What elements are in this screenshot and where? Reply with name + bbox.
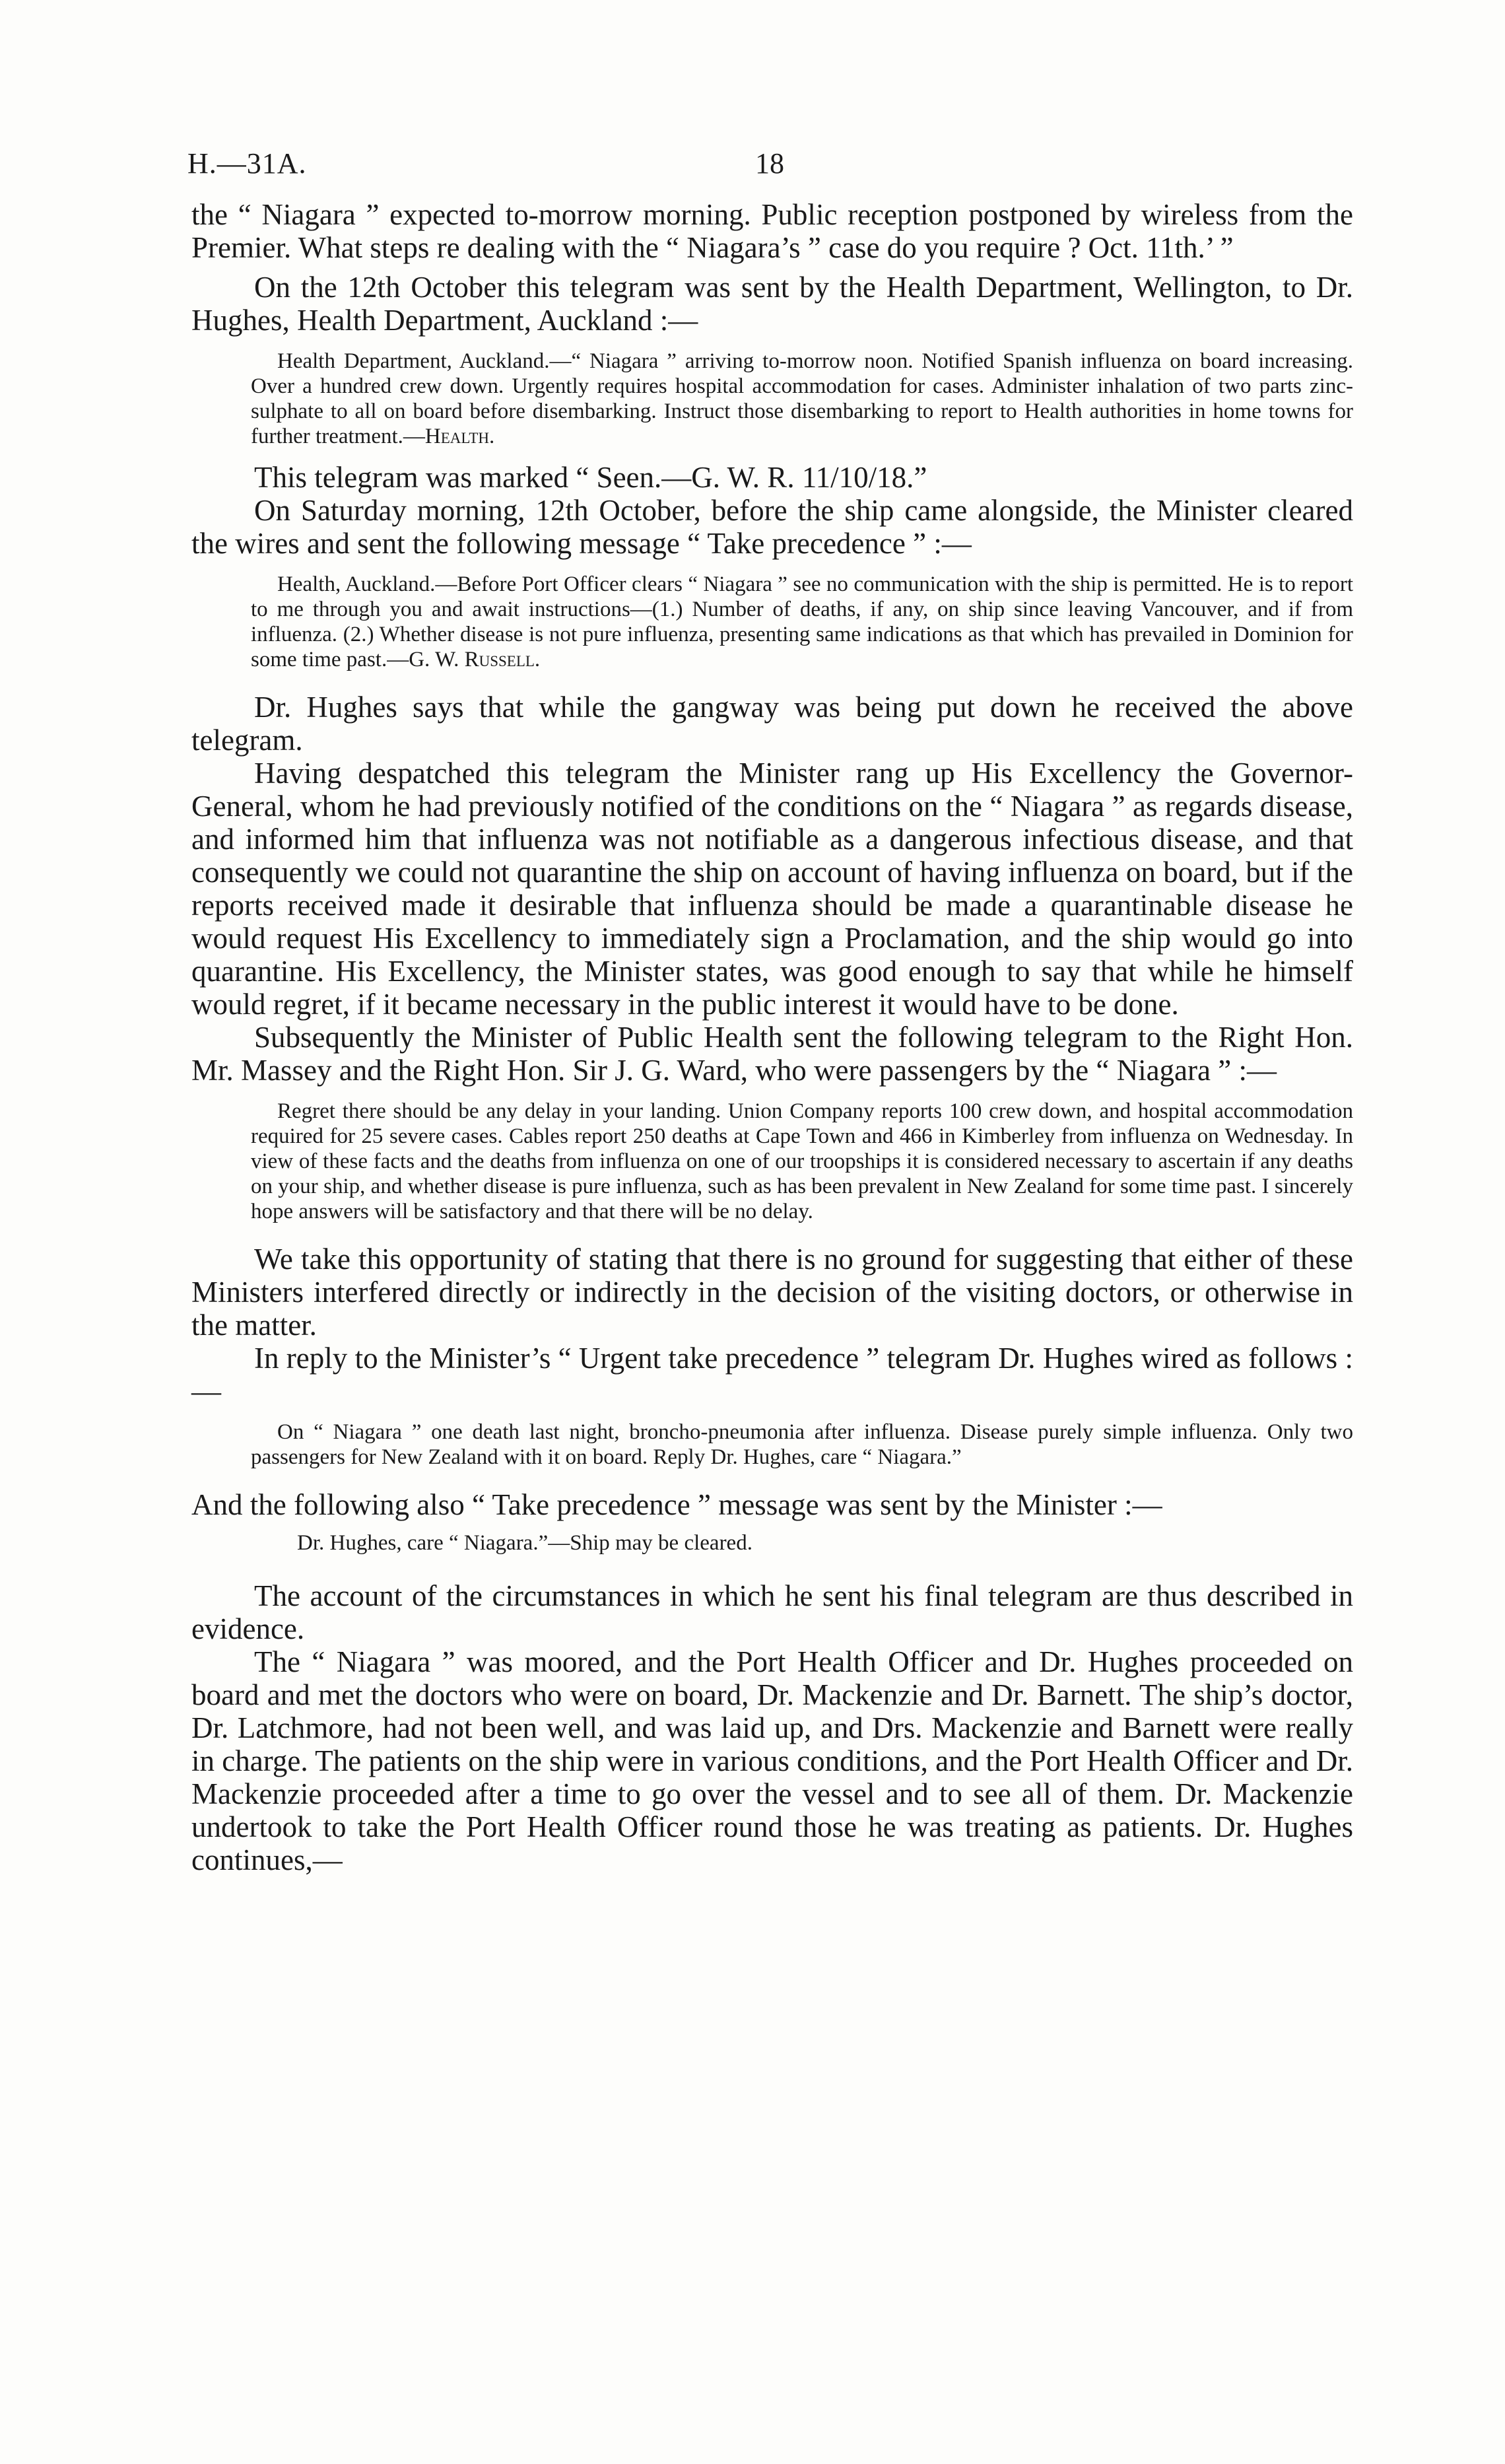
paragraph-reply: In reply to the Minister’s “ Urgent take precedence ” telegram Dr. Hughes wired as follows :— <box>191 1342 1353 1408</box>
document-body <box>191 198 1353 1876</box>
telegram-health-department <box>251 349 1353 449</box>
page-number: 18 <box>755 147 784 180</box>
paragraph-saturday-morning: On Saturday morning, 12th October, before the ship came alongside, the Minister cleared the wires and sent the following message “ Take precedence ” :— <box>191 494 1353 560</box>
paragraph-continuation: the “ Niagara ” expected to-morrow morning. Public reception postponed by wireless from the Premier. What steps re dealing with the “ Niagara’s ” case do you require ? Oct. 11th.’ ” <box>191 198 1353 264</box>
telegram-text: Health Department, Auckland.—“ Niagara ” arriving to-morrow noon. Notified Spanish influenza on board increasing. Over a hundred crew down. Urgently requires hospital accommodation for cases. Administer inhalation of two parts zinc-sulphate to all on board before disembarking. Instruct those disembarking to report to Health authorities in home towns for further treatment.— <box>251 349 1353 448</box>
paragraph-telegram-intro: On the 12th October this telegram was sent by the Health Department, Wellington, to Dr. Hughes, Health Department, Auckland :— <box>191 271 1353 337</box>
telegram-text: Health, Auckland.—Before Port Officer clears “ Niagara ” see no communication with the ship is permitted. He is to report to me through you and await instructions—(1.) Number of deaths, if any, on ship since leaving Vancouver, and if from influenza. (2.) Whether disease is not pure influenza, presenting same indications as that which has prevailed in Dominion for some time past.—G. W. <box>251 572 1353 671</box>
document-id: H.—31A. <box>187 147 307 180</box>
paragraph-gangway: Dr. Hughes says that while the gangway was being put down he received the above telegram. <box>191 691 1353 757</box>
telegram-signature: Health. <box>424 425 495 448</box>
paragraph-subsequently: Subsequently the Minister of Public Health sent the following telegram to the Right Hon. Mr. Massey and the Right Hon. Sir J. G. Ward, who were passengers by the “ Niagara ” :— <box>191 1021 1353 1087</box>
paragraph-account: The account of the circumstances in which he sent his final telegram are thus described in evidence. <box>191 1579 1353 1645</box>
telegram-to-ministers: Regret there should be any delay in your landing. Union Company reports 100 crew down, and hospital accommodation required for 25 severe cases. Cables report 250 deaths at Cape Town and 466 in Kimberley from influenza on Wednesday. In view of these facts and the deaths from influenza on one of our troopships it is considered necessary to ascertain if any deaths on your ship, and whether disease is pure influenza, such as has been prevalent in New Zealand for some time past. I sincerely hope answers will be satisfactory and that there will be no delay. <box>251 1099 1353 1223</box>
paragraph-marked-seen: This telegram was marked “ Seen.—G. W. R. 11/10/18.” <box>254 461 927 494</box>
paragraph-following-also: And the following also “ Take precedence ” message was sent by the Minister :— <box>191 1488 1162 1521</box>
telegram-signature: Russell. <box>464 648 541 671</box>
paragraph-governor-general: Having despatched this telegram the Minister rang up His Excellency the Governor-General, whom he had previously notified of the conditions on the “ Niagara ” as regards disease, and informed him that influenza was not notifiable as a dangerous infectious disease, and that consequently we could not quarantine the ship on account of having influenza on board, but if the reports received made it desirable that influenza should be made a quarantinable disease he would request His Excellency to immediately sign a Proclamation, and the ship would go into quarantine. His Excellency, the Minister states, was good enough to say that while he himself would regret, if it became necessary in the public interest it would have to be done. <box>191 757 1353 1021</box>
telegram-minister <box>251 572 1353 672</box>
paragraph-opportunity: We take this opportunity of stating that there is no ground for suggesting that either of these Ministers interfered directly or indirectly in the decision of the visiting doctors, or otherwise in the matter. <box>191 1243 1353 1342</box>
page-header <box>187 147 1349 186</box>
telegram-ship-cleared: Dr. Hughes, care “ Niagara.”—Ship may be cleared. <box>297 1531 752 1555</box>
paragraph-moored: The “ Niagara ” was moored, and the Port Health Officer and Dr. Hughes proceeded on board and met the doctors who were on board, Dr. Mackenzie and Dr. Barnett. The ship’s doctor, Dr. Latchmore, had not been well, and was laid up, and Drs. Mackenzie and Barnett were really in charge. The patients on the ship were in various conditions, and the Port Health Officer and Dr. Mackenzie proceeded after a time to go over the vessel and to see all of them. Dr. Mackenzie undertook to take the Port Health Officer round those he was treating as patients. Dr. Hughes continues,— <box>191 1645 1353 1876</box>
telegram-hughes-reply: On “ Niagara ” one death last night, broncho-pneumonia after influenza. Disease purely simple influenza. Only two passengers for New Zealand with it on board. Reply Dr. Hughes, care “ Niagara.” <box>251 1420 1353 1469</box>
